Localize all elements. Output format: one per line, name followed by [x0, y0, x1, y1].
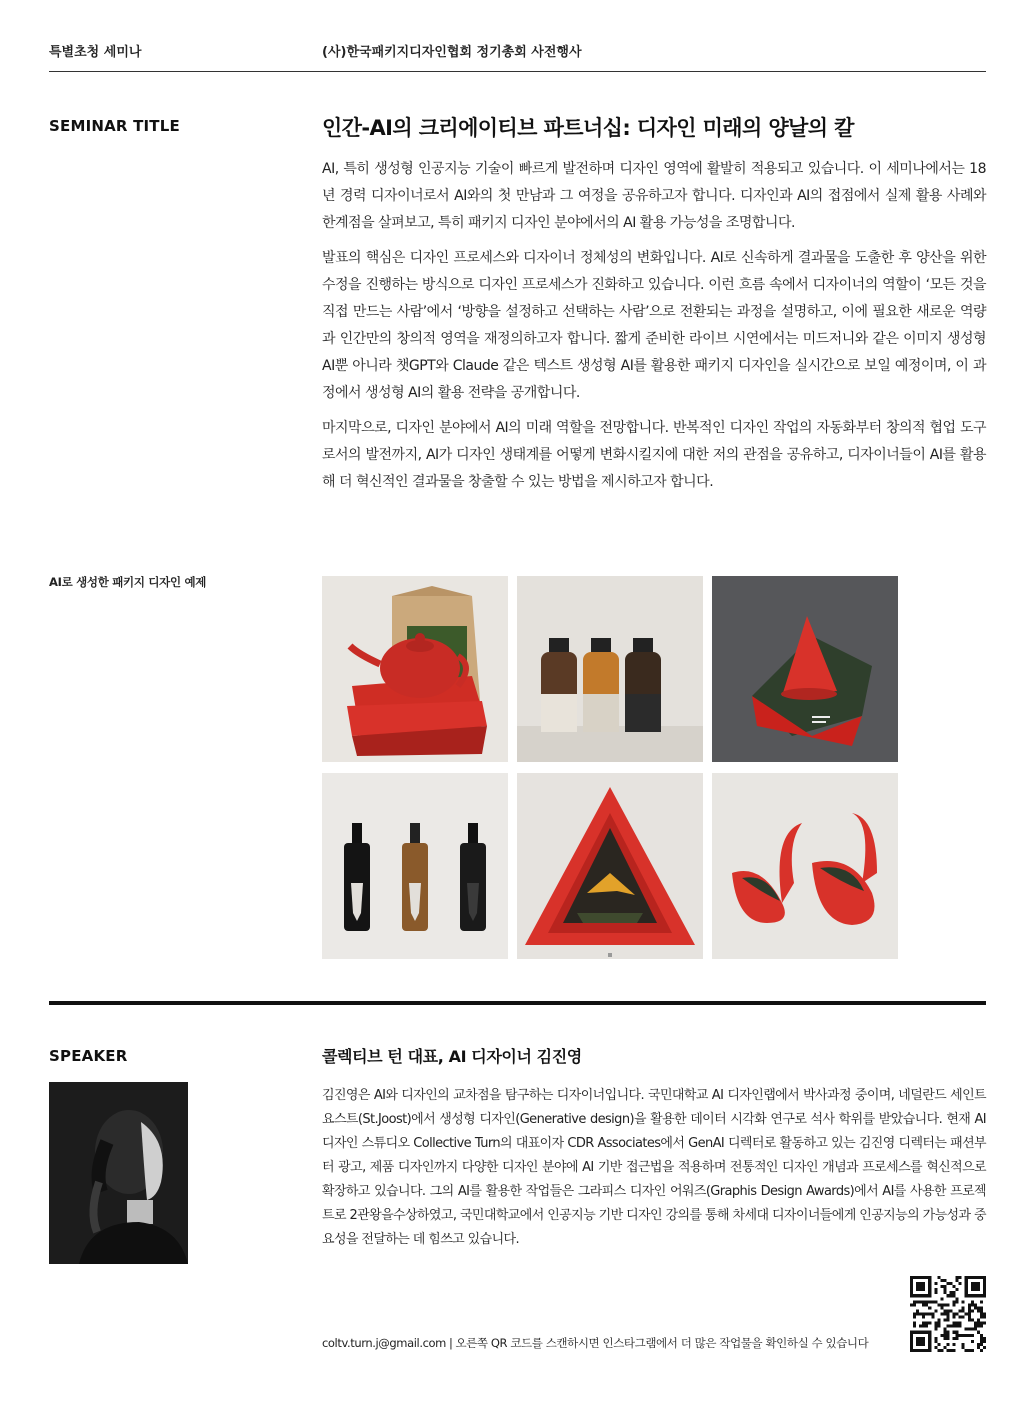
- amber-bottles-image: [517, 576, 703, 762]
- footer-contact: [322, 1335, 868, 1351]
- swan-vessels-image: [712, 773, 898, 959]
- speaker-label: SPEAKER: [49, 1047, 128, 1065]
- teapot-package-image: [322, 576, 508, 762]
- seminar-paragraph-2: 발표의 핵심은 디자인 프로세스와 디자이너 정체성의 변화입니다. AI로 신속하게 결과물을 도출한 후 양산을 위한 수정을 진행하는 방식으로 디자인 프로세스가 진화하고 있습니다. 이런 흐름 속에서 디자이너의 역할이 ‘모든 것을 직접 만드는 사람’에서 ‘방향을 설정하고 선택하는 사람’으로 전환되는 과정을 설명하고, 이에 필요한 새로운 역량과 인간만의 창의적 영역을 재정의하고자 합니다. 짧게 준비한 라이브 시연에서는 미드저니와 같은 이미지 생성형 AI뿐 아니라 챗GPT와 Claude 같은 텍스트 생성형 AI를 활용한 패키지 디자인을 실시간으로 보일 예정이며, 이 과정에서 생성형 AI의 활용 전략을 공개합니다.: [322, 250, 986, 401]
- gallery-caption: AI로 생성한 패키지 디자인 예제: [49, 575, 207, 589]
- header-right: (사)한국패키지디자인협회 정기총회 사전행사: [322, 45, 582, 60]
- tie-bottles-image: [322, 773, 508, 959]
- seminar-paragraph-1: AI, 특히 생성형 인공지능 기술이 빠르게 발전하며 디자인 영역에 활발히 적용되고 있습니다. 이 세미나에서는 18년 경력 디자이너로서 AI와의 첫 만남과 그 여정을 공유하고자 합니다. 디자인과 AI의 접점에서 실제 활용 사례와 한계점을 살펴보고, 특히 패키지 디자인 분야에서의 AI 활용 가능성을 조명합니다.: [322, 161, 986, 231]
- speaker-title: 콜렉티브 턴 대표, AI 디자이너 김진영: [322, 1047, 582, 1066]
- header-divider: [49, 71, 986, 72]
- footer-separator: |: [448, 1336, 453, 1350]
- cone-box-image: [712, 576, 898, 762]
- header-left: 특별초청 세미나: [49, 45, 142, 60]
- contact-email[interactable]: coltv.turn.j@gmail.com: [322, 1336, 446, 1350]
- package-design-gallery: [322, 576, 898, 959]
- speaker-bio: 김진영은 AI와 디자인의 교차점을 탐구하는 디자이너입니다. 국민대학교 AI 디자인랩에서 박사과정 중이며, 네덜란드 세인트 요스트(St.Joost)에서 생성형 디자인(Generative design)을 활용한 데이터 시각화 연구로 석사 학위를 받았습니다. 현재 AI 디자인 스튜디오 Collective Turn의 대표이자 CDR Associates에서 GenAI 디렉터로 활동하고 있는 김진영 디렉터는 패션부터 광고, 제품 디자인까지 다양한 디자인 분야에 AI 기반 접근법을 적용하며 전통적인 디자인 개념과 프로세스를 혁신적으로 확장하고 있습니다. 그의 AI를 활용한 작업들은 그라피스 디자인 어워즈(Graphis Design Awards)에서 AI를 사용한 프로젝트로 2관왕을수상하였고, 국민대학교에서 인공지능 기반 디자인 강의를 통해 차세대 디자이너들에게 인공지능의 가능성과 중요성을 전달하는 데 힘쓰고 있습니다.: [322, 1088, 986, 1247]
- instagram-qr-code[interactable]: [910, 1276, 986, 1352]
- section-divider: [49, 1001, 986, 1005]
- seminar-title: 인간-AI의 크리에이티브 파트너십: 디자인 미래의 양날의 칼: [322, 116, 854, 140]
- speaker-portrait: [49, 1082, 188, 1264]
- seminar-paragraph-3: 마지막으로, 디자인 분야에서 AI의 미래 역할을 전망합니다. 반복적인 디자인 작업의 자동화부터 창의적 협업 도구로서의 발전까지, AI가 디자인 생태계를 어떻게 변화시킬지에 대한 저의 관점을 공유하고, 디자이너들이 AI를 활용해 더 혁신적인 결과물을 창출할 수 있는 방법을 제시하고자 합니다.: [322, 420, 986, 490]
- seminar-title-label: SEMINAR TITLE: [49, 117, 180, 135]
- triangle-package-image: [517, 773, 703, 959]
- seminar-description: [322, 156, 986, 504]
- qr-note: 오른쪽 QR 코드를 스캔하시면 인스타그램에서 더 많은 작업물을 확인하실 수 있습니다: [455, 1336, 869, 1350]
